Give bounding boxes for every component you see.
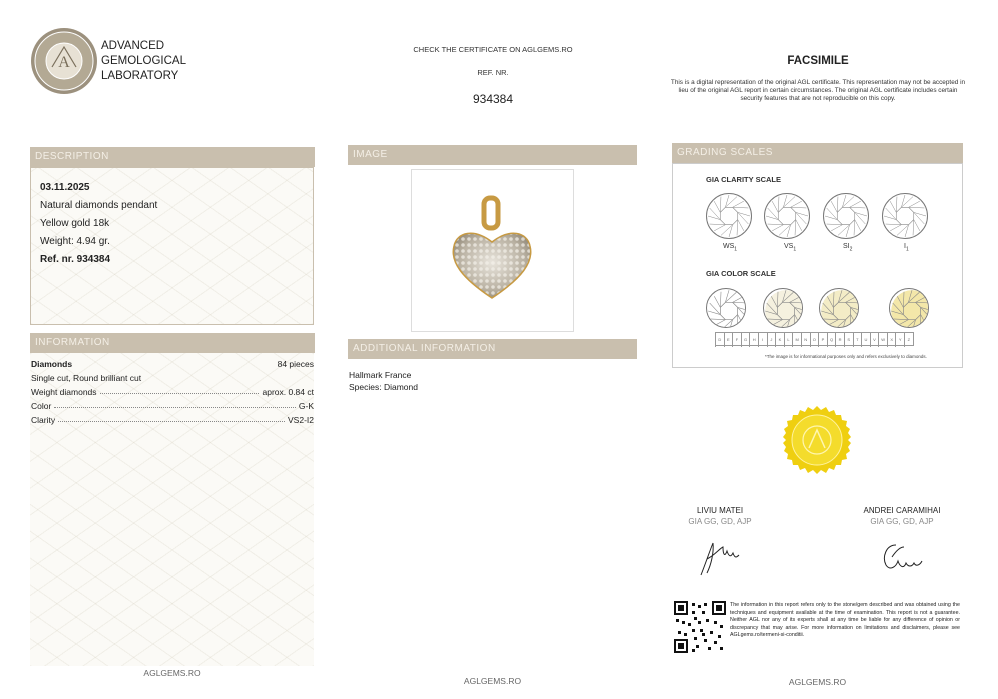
clarity-label-i: $I_1$ [904,243,909,253]
additional-info-header: ADDITIONAL INFORMATION [348,339,637,359]
clarity-gem-i1 [882,193,928,239]
facsimile-title: FACSIMILE [787,55,849,67]
description-header: DESCRIPTION [30,147,315,167]
grading-scales-panel [672,163,963,368]
color-scale-letter: F [732,333,741,347]
color-scale-letter: Q [827,333,836,347]
info-row-color: Color G-K [31,401,314,411]
additional-info-hallmark: Hallmark France [349,370,412,380]
pendant-image [411,169,574,332]
color-scale-letter: S [844,333,853,347]
description-item: Natural diamonds pendant [40,200,158,211]
color-scale-letter: W [878,333,887,347]
agl-seal-logo [30,27,98,95]
check-certificate-text: CHECK THE CERTIFICATE ON AGLGEMS.RO [413,45,573,54]
color-scale-letter: L [784,333,793,347]
color-gem-2 [763,288,803,328]
brand-name-line3: LABORATORY [101,70,179,82]
clarity-label-ws: $WS_1$ [723,243,738,253]
brand-name-line1: ADVANCED [101,40,165,52]
color-scale-letter: Z [904,333,913,347]
clarity-gem-si2 [823,193,869,239]
svg-text:A: A [58,54,70,71]
information-panel [30,353,314,666]
color-scale-letter: N [801,333,810,347]
description-panel [30,167,314,325]
info-row-cut: Single cut, Round brilliant cut [31,373,142,383]
information-header: INFORMATION [30,333,315,353]
info-row-diamonds: Diamonds 84 pieces [31,359,314,369]
color-scale-letter: J [767,333,776,347]
color-scale-letter: E [724,333,733,347]
color-gem-1 [706,288,746,328]
color-scale-letter: K [775,333,784,347]
signature-right-name: ANDREI CARAMIHAI [863,506,941,515]
color-scale-letter: P [818,333,827,347]
color-scale-letter: M [792,333,801,347]
info-row-weight: Weight diamonds aprox. 0.84 ct [31,387,314,397]
seal-icon [30,27,98,95]
color-scale-letter: T [853,333,862,347]
ref-number: 934384 [472,92,514,106]
color-gem-4 [889,288,929,328]
footer-left: AGLGEMS.RO [143,668,201,678]
description-ref: Ref. nr. 934384 [40,254,111,265]
color-scale-letter: D [715,333,724,347]
color-scale-letter: U [861,333,870,347]
color-scale-letter: V [870,333,879,347]
color-scale-letter: O [810,333,819,347]
color-scale-letter: X [887,333,896,347]
grading-scales-header: GRADING SCALES [672,143,963,163]
description-metal: Yellow gold 18k [40,218,110,229]
color-scale-letter: R [835,333,844,347]
brand-name-line2: GEMOLOGICAL [101,55,186,67]
description-weight: Weight: 4.94 gr. [40,236,110,247]
ref-label: REF. NR. [477,68,509,77]
signature-left-name: LIVIU MATEI [696,506,744,515]
color-scale-letter: H [749,333,758,347]
color-scale-strip [715,332,914,346]
color-scale-letter: I [758,333,767,347]
disclaimer-text: The information in this report refers only to the stone/gem described and was obtained using the techniques and equipment available at the time of examination. This report is not a guarantee. Neither AGL nor any of its experts shall at any time be liable for any difference of opinion or discrepancy that may arise. For more information on limitations and disclaimers, please see AGLgems.ro/termeni-si-conditii. [730,602,960,639]
image-header: IMAGE [348,145,637,165]
color-scale-title: GIA COLOR SCALE [706,269,776,278]
grading-footnote: *The image is for informational purposes only and refers exclusively to diamonds. [765,354,927,359]
gold-seal [783,406,851,474]
clarity-gem-vs1 [764,193,810,239]
color-scale-letter: Y [895,333,904,347]
footer-right: AGLGEMS.RO [788,677,847,687]
qr-code[interactable] [674,601,726,653]
info-row-clarity: Clarity VS2-I2 [31,415,314,425]
clarity-scale-title: GIA CLARITY SCALE [706,175,782,184]
gold-seal-icon [783,406,851,474]
signature-left [693,535,748,585]
qr-code-icon [674,601,726,653]
signature-right-title: GIA GG, GD, AJP [870,517,934,526]
color-scale-letter: G [741,333,750,347]
footer-middle: AGLGEMS.RO [463,676,522,686]
signature-left-title: GIA GG, GD, AJP [688,517,752,526]
clarity-label-vs: $VS_1$ [784,243,797,253]
additional-info-species: Species: Diamond [349,382,418,392]
clarity-gem-ws1 [706,193,752,239]
signature-right [876,537,926,584]
clarity-label-si: $SI_2$ [843,243,853,253]
facsimile-note: This is a digital representation of the original AGL certificate. This representation may not be accepted in lieu of the original AGL report in certain circumstances. The original AGL certificate includes certain security features that are not reproducible on this copy. [670,79,966,103]
heart-pendant-icon [412,170,573,331]
description-date: 03.11.2025 [40,182,90,193]
color-gem-3 [819,288,859,328]
